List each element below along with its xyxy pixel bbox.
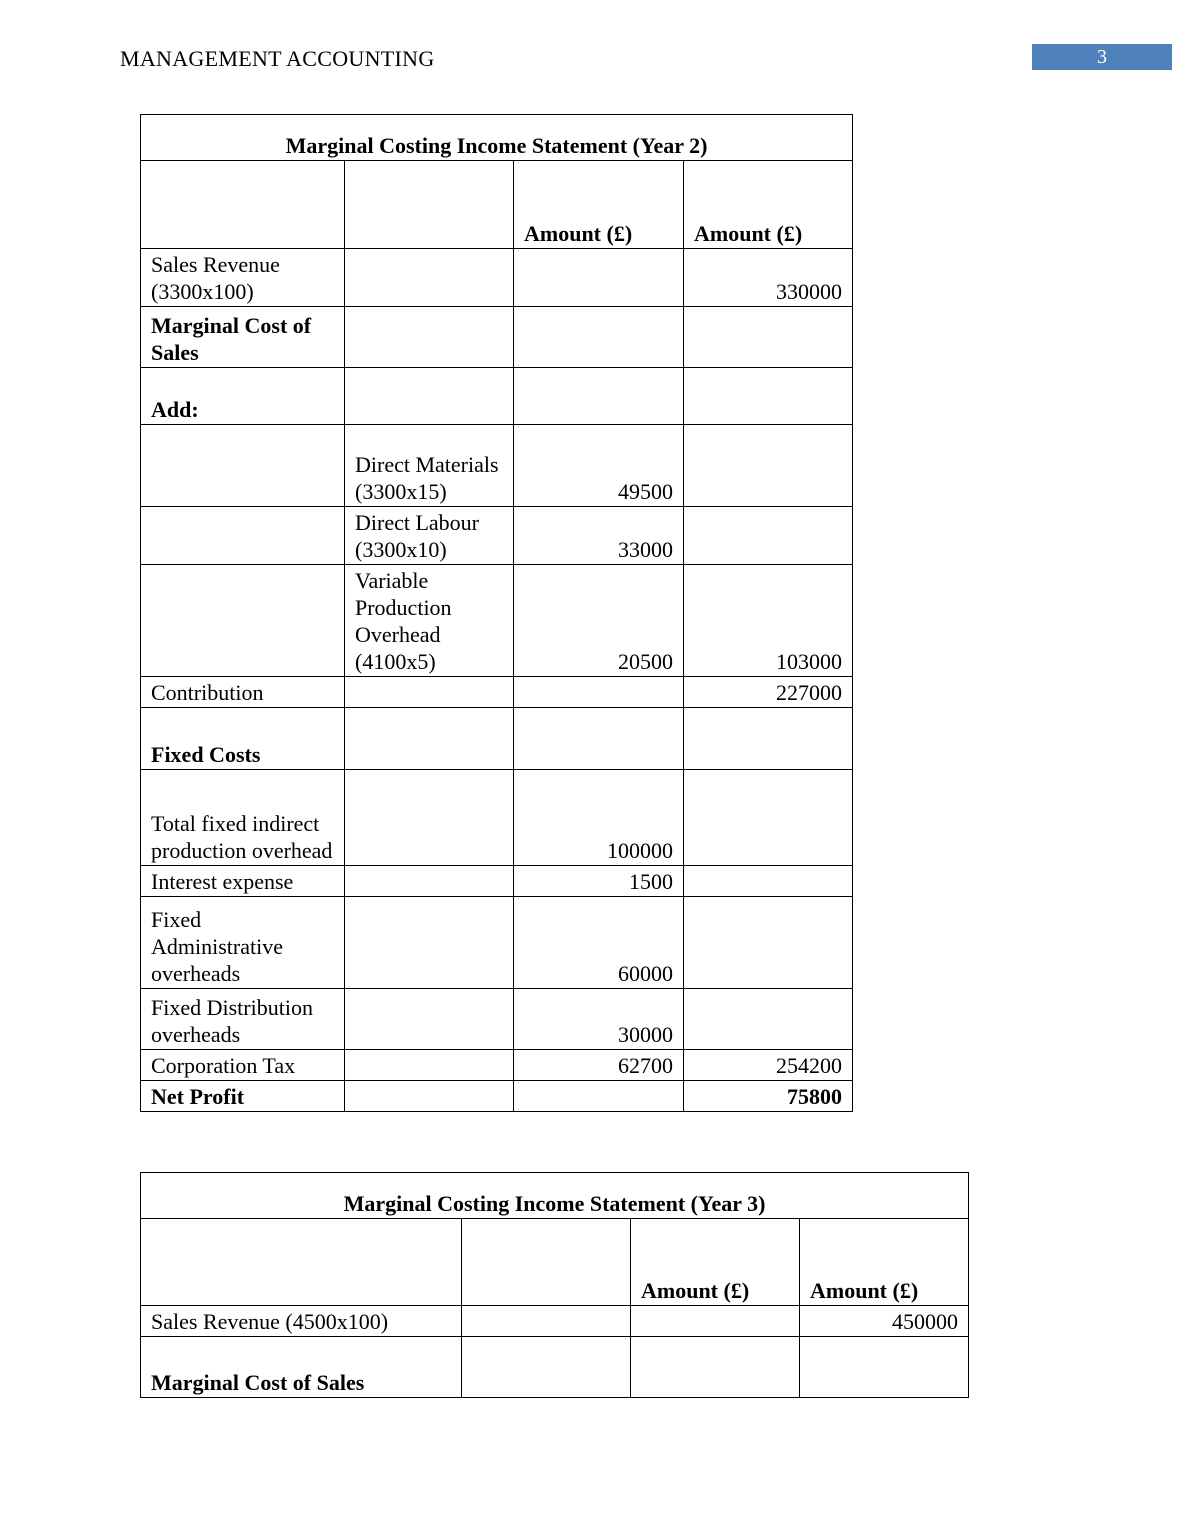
- row-label: Sales Revenue (3300x100): [141, 249, 345, 307]
- table-row: [141, 1050, 853, 1081]
- table-row: [141, 249, 853, 307]
- row-item: Direct Materials (3300x15): [345, 425, 514, 507]
- table-row: [141, 677, 853, 708]
- table-row: [141, 866, 853, 897]
- row-amount: 30000: [514, 989, 684, 1050]
- table-row: [141, 368, 853, 425]
- year2-income-statement-table: [140, 114, 853, 1112]
- table-row: [141, 565, 853, 677]
- table-header-row: [141, 1219, 969, 1306]
- row-label: Fixed Distribution overheads: [141, 989, 345, 1050]
- table-row: [141, 425, 853, 507]
- row-amount: 1500: [514, 866, 684, 897]
- row-label: Contribution: [141, 677, 345, 708]
- table-row: [141, 708, 853, 770]
- row-amount: 49500: [514, 425, 684, 507]
- table-row: [141, 897, 853, 989]
- row-amount: 62700: [514, 1050, 684, 1081]
- table-row: [141, 507, 853, 565]
- amount-column-header: Amount (£): [800, 1219, 969, 1306]
- row-amount: 330000: [684, 249, 853, 307]
- amount-column-header: Amount (£): [631, 1219, 800, 1306]
- table-header-row: [141, 161, 853, 249]
- row-label: Interest expense: [141, 866, 345, 897]
- row-item: Direct Labour (3300x10): [345, 507, 514, 565]
- table-title-row: [141, 115, 853, 161]
- row-label: Fixed Costs: [141, 708, 345, 770]
- row-label: Sales Revenue (4500x100): [141, 1306, 462, 1337]
- amount-column-header: Amount (£): [684, 161, 853, 249]
- table-row: [141, 1306, 969, 1337]
- running-header-title: MANAGEMENT ACCOUNTING: [120, 46, 435, 71]
- row-label: Marginal Cost of Sales: [141, 307, 345, 368]
- row-label: Fixed Administrative overheads: [141, 897, 345, 989]
- row-label: Corporation Tax: [141, 1050, 345, 1081]
- row-amount: 227000: [684, 677, 853, 708]
- row-label: Net Profit: [141, 1081, 345, 1112]
- table-row: [141, 1081, 853, 1112]
- amount-column-header: Amount (£): [514, 161, 684, 249]
- row-label: Marginal Cost of Sales: [141, 1337, 462, 1398]
- row-amount: 254200: [684, 1050, 853, 1081]
- page-number-badge: 3: [1032, 44, 1172, 70]
- row-label: Total fixed indirect production overhead: [141, 770, 345, 866]
- table-row: [141, 770, 853, 866]
- row-label: Add:: [141, 368, 345, 425]
- row-amount: 450000: [800, 1306, 969, 1337]
- table-row: [141, 307, 853, 368]
- table-title-row: [141, 1173, 969, 1219]
- net-profit-amount: 75800: [684, 1081, 853, 1112]
- year3-income-statement-table: [140, 1172, 969, 1398]
- table-title: Marginal Costing Income Statement (Year 2): [141, 115, 853, 161]
- row-amount: 20500: [514, 565, 684, 677]
- row-amount: 103000: [684, 565, 853, 677]
- table-row: [141, 1337, 969, 1398]
- row-item: Variable Production Overhead (4100x5): [345, 565, 514, 677]
- row-amount: 33000: [514, 507, 684, 565]
- table-title: Marginal Costing Income Statement (Year 3): [141, 1173, 969, 1219]
- row-amount: 60000: [514, 897, 684, 989]
- row-amount: 100000: [514, 770, 684, 866]
- table-row: [141, 989, 853, 1050]
